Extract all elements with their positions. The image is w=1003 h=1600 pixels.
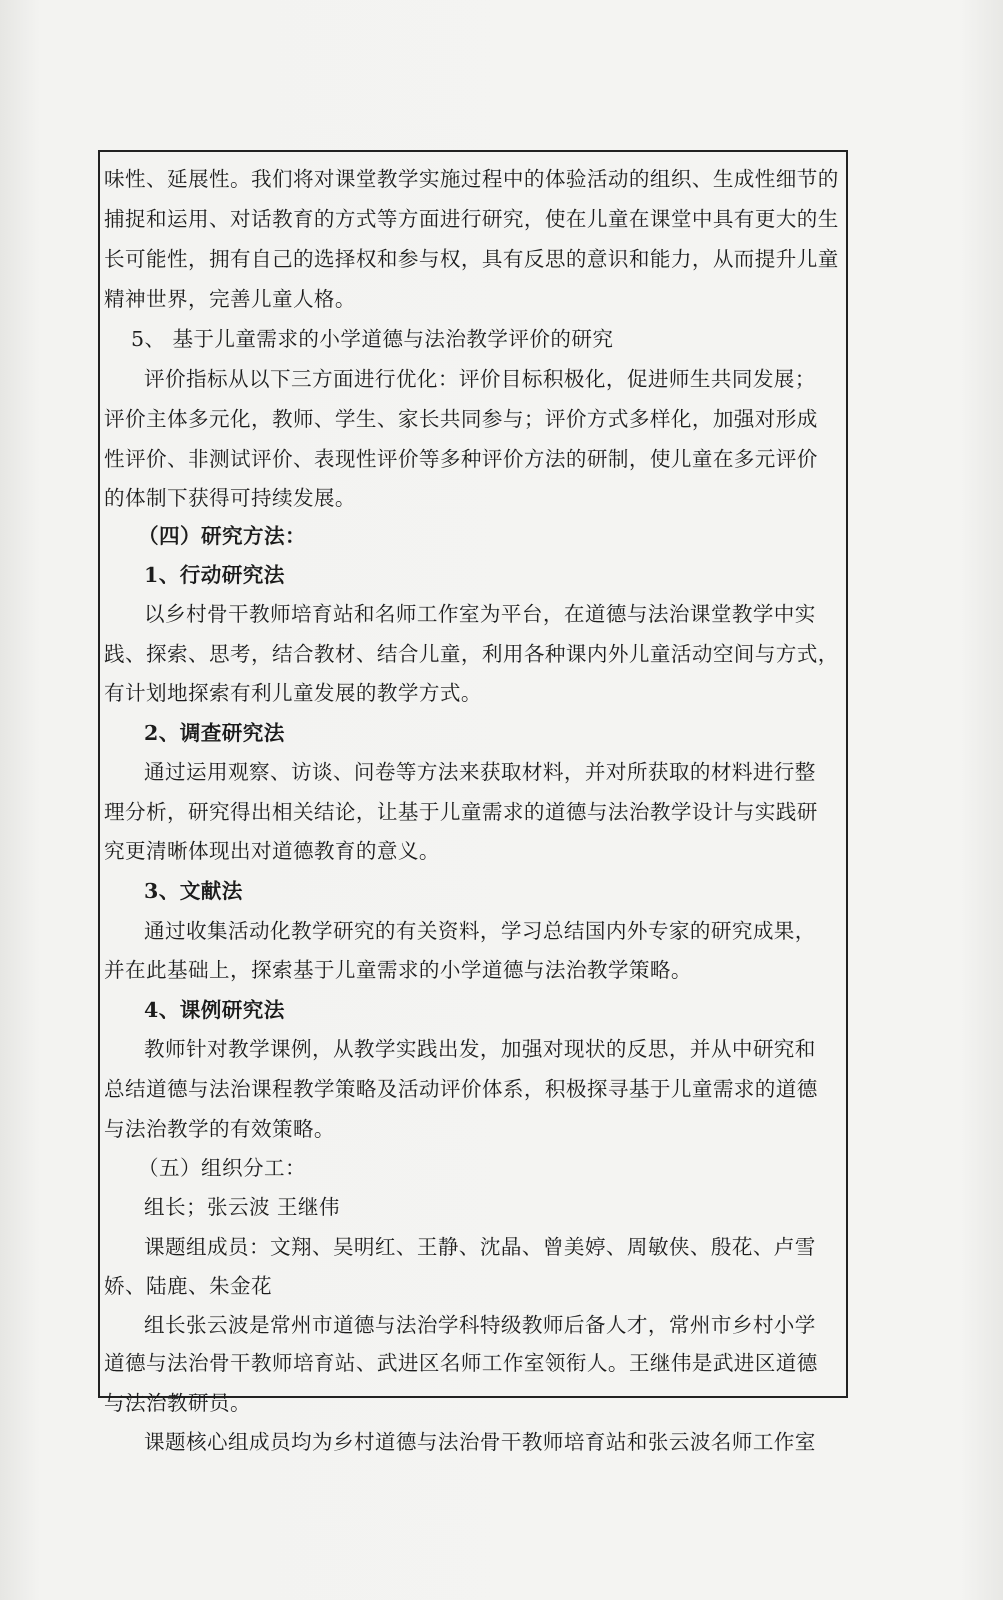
team-members-line: 课题组成员：文翔、吴明红、王静、沈晶、曾美婷、周敏侠、殷花、卢雪	[144, 1235, 816, 1259]
paragraph-line: 组长张云波是常州市道德与法治学科特级教师后备人才，常州市乡村小学	[144, 1313, 816, 1337]
section-heading: 5、 基于儿童需求的小学道德与法治教学评价的研究	[131, 327, 614, 351]
paragraph-line: 性评价、非测试评价、表现性评价等多种评价方法的研制，使儿童在多元评价	[104, 447, 818, 471]
subsection-heading: 1、行动研究法	[144, 563, 285, 587]
paragraph-line: 道德与法治骨干教师培育站、武进区名师工作室领衔人。王继伟是武进区道德	[104, 1351, 818, 1375]
paragraph-line: 味性、延展性。我们将对课堂教学实施过程中的体验活动的组织、生成性细节的	[104, 167, 839, 191]
paragraph-line: 捕捉和运用、对话教育的方式等方面进行研究，使在儿童在课堂中具有更大的生	[104, 207, 839, 231]
paragraph-line: 有计划地探索有利儿童发展的教学方式。	[104, 681, 482, 705]
paragraph-line: 通过运用观察、访谈、问卷等方法来获取材料，并对所获取的材料进行整	[144, 760, 816, 784]
paragraph-line: 并在此基础上，探索基于儿童需求的小学道德与法治教学策略。	[104, 958, 692, 982]
paragraph-line: 教师针对教学课例，从教学实践出发，加强对现状的反思，并从中研究和	[144, 1037, 816, 1061]
paragraph-line: 以乡村骨干教师培育站和名师工作室为平台，在道德与法治课堂教学中实	[144, 602, 816, 626]
paragraph-line: 践、探索、思考，结合教材、结合儿童，利用各种课内外儿童活动空间与方式，	[104, 642, 839, 666]
paragraph-line: 通过收集活动化教学研究的有关资料，学习总结国内外专家的研究成果，	[144, 919, 816, 943]
team-members-line: 娇、陆鹿、朱金花	[104, 1274, 272, 1298]
subsection-heading: 3、文献法	[144, 879, 243, 903]
paragraph-line: 课题核心组成员均为乡村道德与法治骨干教师培育站和张云波名师工作室	[144, 1430, 816, 1454]
paragraph-line: 长可能性，拥有自己的选择权和参与权，具有反思的意识和能力，从而提升儿童	[104, 247, 839, 271]
paragraph-line: 理分析，研究得出相关结论，让基于儿童需求的道德与法治教学设计与实践研	[104, 800, 818, 824]
paragraph-line: 与法治教研员。	[104, 1391, 251, 1415]
subsection-heading: 4、课例研究法	[144, 998, 285, 1022]
paragraph-line: 究更清晰体现出对道德教育的意义。	[104, 839, 440, 863]
section-heading: （四）研究方法：	[138, 524, 306, 548]
paragraph-line: 评价主体多元化，教师、学生、家长共同参与；评价方式多样化，加强对形成	[104, 407, 818, 431]
paragraph-line: 总结道德与法治课程教学策略及活动评价体系，积极探寻基于儿童需求的道德	[104, 1077, 818, 1101]
paragraph-line: 与法治教学的有效策略。	[104, 1117, 335, 1141]
paragraph-line: 评价指标从以下三方面进行优化：评价目标积极化，促进师生共同发展；	[144, 367, 816, 391]
subsection-heading: 2、调查研究法	[144, 721, 285, 745]
paragraph-line: 精神世界，完善儿童人格。	[104, 287, 356, 311]
team-leaders-line: 组长；张云波 王继伟	[144, 1195, 340, 1219]
paragraph-line: 的体制下获得可持续发展。	[104, 486, 356, 510]
section-heading: （五）组织分工：	[138, 1156, 306, 1180]
